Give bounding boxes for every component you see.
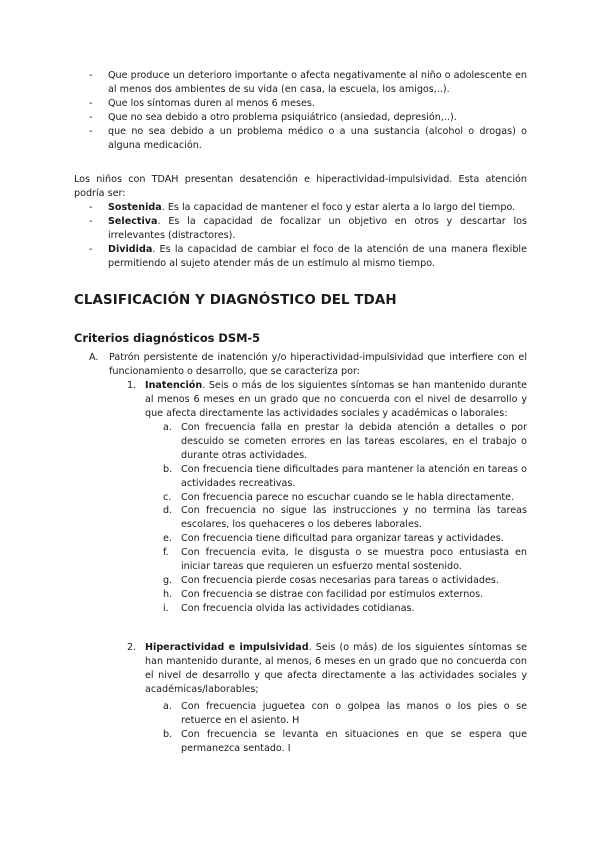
term-selectiva: Selectiva [108, 215, 158, 227]
bullet-text: Que los síntomas duren al menos 6 meses. [108, 97, 315, 109]
symptom-text: Con frecuencia tiene dificultad para organizar tareas y actividades. [181, 533, 504, 545]
symptom-marker: c. [163, 491, 172, 503]
symptom-marker: d. [163, 505, 173, 517]
term-definition: . Es la capacidad de cambiar el foco de la atención de una manera flexible permitiendo al sujeto atender más de un estímulo al mismo tiempo. [108, 243, 527, 269]
bullet-marker: - [89, 215, 93, 227]
attention-paragraph: Los niños con TDAH presentan desatención e hiperactividad-impulsividad. Esta atención podría ser: [74, 174, 527, 199]
symptom-text: Con frecuencia olvida las actividades cotidianas. [181, 602, 415, 614]
list-item [89, 125, 527, 153]
symptom-text: Con frecuencia no sigue las instrucciones y no termina las tareas escolares, los quehaceres o los deberes laborales. [181, 505, 527, 531]
list-item [163, 602, 527, 616]
list-item [163, 491, 527, 505]
term-definition: . Es la capacidad de mantener el foco y estar alerta a lo largo del tiempo. [161, 202, 516, 213]
item-text: . Seis (o más) de los siguientes síntomas se han mantenido durante, al menos, 6 meses en un grado que no concuerda con el nivel de desarrollo y que afecta directamente a las actividades sociales y académicas/laborables; [145, 642, 527, 695]
list-item [127, 641, 527, 697]
symptom-marker: a. [163, 422, 172, 433]
inatencion-symptom-list [163, 421, 527, 616]
criterion-text: Patrón persistente de inatención y/o hiperactividad-impulsividad que interfiere con el funcionamiento o desarrollo, que se caracteriza por: [109, 352, 527, 377]
bullet-marker: - [89, 202, 93, 213]
list-item [89, 69, 527, 97]
list-item [163, 504, 527, 532]
criterion-a [89, 351, 527, 379]
list-item [89, 97, 527, 111]
symptom-text: Con frecuencia parece no escuchar cuando se le habla directamente. [181, 491, 515, 503]
hiperactividad-symptom-list [163, 700, 527, 756]
bullet-marker: - [89, 97, 93, 109]
attention-types-list [89, 201, 527, 271]
list-item [163, 532, 527, 546]
list-item [163, 463, 527, 491]
list-item [89, 243, 527, 271]
list-item [163, 574, 527, 588]
list-item [89, 215, 527, 243]
bullet-marker: - [89, 111, 93, 123]
item-text: . Seis o más de los siguientes síntomas se han mantenido durante al menos 6 meses en un grado que no concuerda con el nivel de desarrollo y que afecta directamente las actividades sociales y académicas o laborales: [145, 380, 527, 419]
symptom-marker: a. [163, 701, 172, 712]
symptom-marker: g. [163, 574, 173, 586]
bullet-text: Que produce un deterioro importante o afecta negativamente al niño o adolescente en al menos dos ambientes de su vida (en casa, la escuela, los amigos,..). [108, 70, 527, 95]
bullet-marker: - [89, 243, 93, 255]
symptom-text: Con frecuencia se levanta en situaciones en que se espera que permanezca sentado. I [181, 728, 527, 754]
symptom-text: Con frecuencia falla en prestar la debida atención a detalles o por descuido se cometen errores en las tareas escolares, en el trabajo o durante otras actividades. [181, 422, 527, 461]
criterion-marker: A. [89, 352, 99, 363]
symptom-marker: b. [163, 728, 173, 740]
list-item [163, 588, 527, 602]
list-item [89, 351, 527, 379]
item-term: Hiperactividad e impulsividad [145, 642, 309, 653]
list-item [163, 546, 527, 574]
term-sostenida: Sostenida [108, 202, 162, 213]
symptom-marker: e. [163, 533, 172, 545]
bullet-text: Que no sea debido a otro problema psiquiátrico (ansiedad, depresión,..). [108, 111, 457, 123]
criterion-hiperactividad [127, 641, 527, 697]
intro-bullet-list [89, 69, 527, 152]
subsection-heading: Criterios diagnósticos DSM-5 [74, 331, 261, 345]
term-dividida: Dividida [108, 243, 153, 255]
list-item [127, 379, 527, 421]
list-item [163, 421, 527, 463]
item-term: Inatención [145, 380, 203, 391]
item-marker: 1. [127, 380, 137, 391]
symptom-marker: b. [163, 463, 173, 475]
section-heading: CLASIFICACIÓN Y DIAGNÓSTICO DEL TDAH [74, 293, 397, 308]
bullet-marker: - [89, 125, 93, 137]
symptom-text: Con frecuencia tiene dificultades para mantener la atención en tareas o actividades recreativas. [181, 463, 527, 489]
term-definition: . Es la capacidad de focalizar un objetivo en otros y descartar los irrelevantes (distractores). [108, 215, 527, 241]
symptom-marker: h. [163, 588, 173, 600]
item-marker: 2. [127, 642, 137, 653]
bullet-marker: - [89, 70, 93, 81]
list-item [163, 728, 527, 756]
symptom-text: Con frecuencia juguetea con o golpea las manos o los pies o se retuerce en el asiento. H [181, 701, 527, 726]
list-item [89, 201, 527, 215]
bullet-text: que no sea debido a un problema médico o a una sustancia (alcohol o drogas) o alguna medicación. [108, 125, 527, 151]
symptom-marker: i. [163, 602, 169, 614]
symptom-marker: f. [163, 547, 169, 559]
list-item [89, 111, 527, 125]
list-item [163, 700, 527, 728]
symptom-text: Con frecuencia se distrae con facilidad por estímulos externos. [181, 588, 484, 600]
symptom-text: Con frecuencia evita, le disgusta o se muestra poco entusiasta en iniciar tareas que requieren un esfuerzo mental sostenido. [181, 547, 527, 573]
symptom-text: Con frecuencia pierde cosas necesarias para tareas o actividades. [181, 574, 499, 586]
criterion-inatencion [127, 379, 527, 421]
